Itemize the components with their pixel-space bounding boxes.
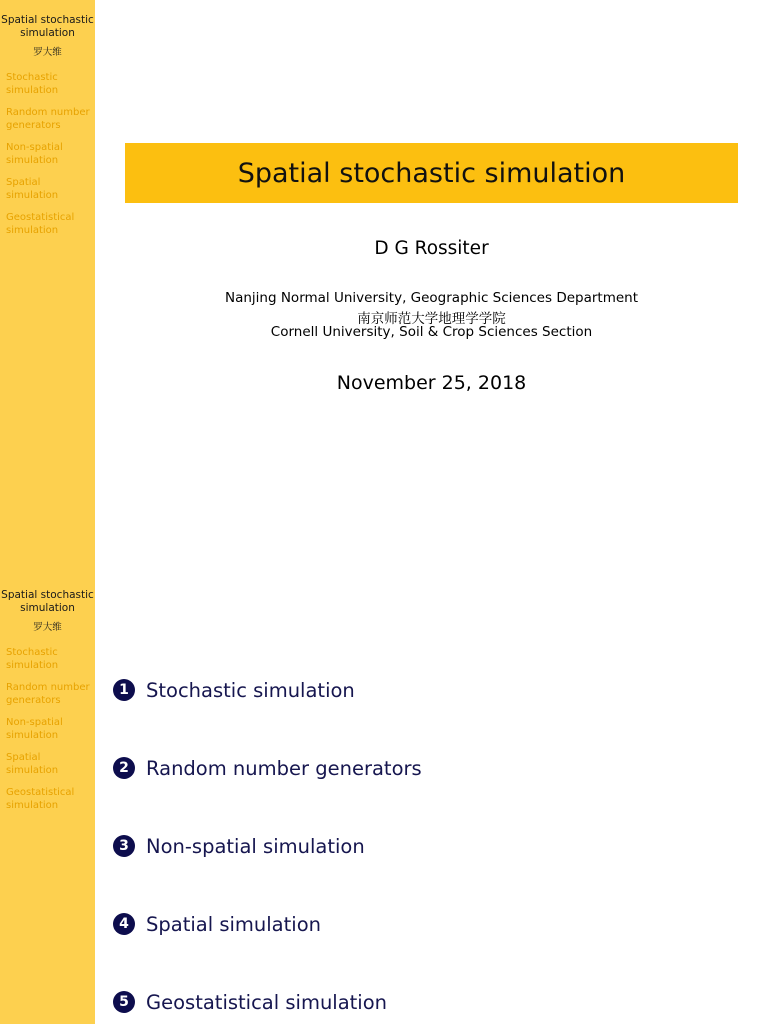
sidebar-item-non-spatial-simulation[interactable]: Non-spatial simulation [6, 142, 63, 166]
presentation-date: November 25, 2018 [336, 372, 527, 394]
sidebar-nav [0, 647, 95, 812]
outline-item-label: Non-spatial simulation [146, 834, 365, 858]
sidebar [0, 0, 95, 575]
sidebar-author: 罗大维 [33, 622, 62, 633]
outline-item-spatial-simulation[interactable] [113, 909, 422, 939]
sidebar-item-stochastic-simulation[interactable]: Stochastic simulation [6, 72, 59, 96]
number-bullet-icon: 5 [113, 991, 135, 1013]
outline-item-non-spatial-simulation[interactable] [113, 831, 422, 861]
sidebar-item-geostatistical-simulation[interactable]: Geostatistical simulation [6, 787, 75, 811]
outline-item-geostatistical-simulation[interactable] [113, 987, 422, 1017]
outline-item-label: Random number generators [146, 756, 422, 780]
sidebar [0, 575, 95, 1024]
outline-list [113, 675, 422, 1024]
outline-item-random-number-generators[interactable] [113, 753, 422, 783]
outline-item-label: Spatial simulation [146, 912, 321, 936]
outline-item-label: Stochastic simulation [146, 678, 355, 702]
sidebar-title[interactable]: Spatial stochastic simulation [1, 589, 94, 614]
number-bullet-icon: 2 [113, 757, 135, 779]
page-title: Spatial stochastic simulation [237, 157, 626, 189]
sidebar-item-spatial-simulation[interactable]: Spatial simulation [6, 177, 59, 201]
sidebar-item-non-spatial-simulation[interactable]: Non-spatial simulation [6, 717, 63, 741]
sidebar-item-random-number-generators[interactable]: Random number generators [6, 682, 90, 706]
sidebar-nav [0, 72, 95, 237]
number-bullet-icon: 3 [113, 835, 135, 857]
author-name: D G Rossiter [374, 238, 489, 259]
sidebar-title[interactable]: Spatial stochastic simulation [1, 14, 94, 39]
institution-1-chinese: 南京师范大学地理学学院 [357, 311, 506, 327]
sidebar-author: 罗大维 [33, 47, 62, 58]
sidebar-item-geostatistical-simulation[interactable]: Geostatistical simulation [6, 212, 75, 236]
outline-item-stochastic-simulation[interactable] [113, 675, 422, 705]
sidebar-item-spatial-simulation[interactable]: Spatial simulation [6, 752, 59, 776]
outline-slide [0, 575, 768, 1024]
sidebar-item-random-number-generators[interactable]: Random number generators [6, 107, 90, 131]
title-banner [125, 143, 738, 203]
outline-item-label: Geostatistical simulation [146, 990, 388, 1014]
number-bullet-icon: 1 [113, 679, 135, 701]
number-bullet-icon: 4 [113, 913, 135, 935]
sidebar-item-stochastic-simulation[interactable]: Stochastic simulation [6, 647, 59, 671]
institution-1: Nanjing Normal University, Geographic Sciences Department [224, 290, 639, 306]
institution-2: Cornell University, Soil & Crop Sciences Section [270, 324, 593, 340]
